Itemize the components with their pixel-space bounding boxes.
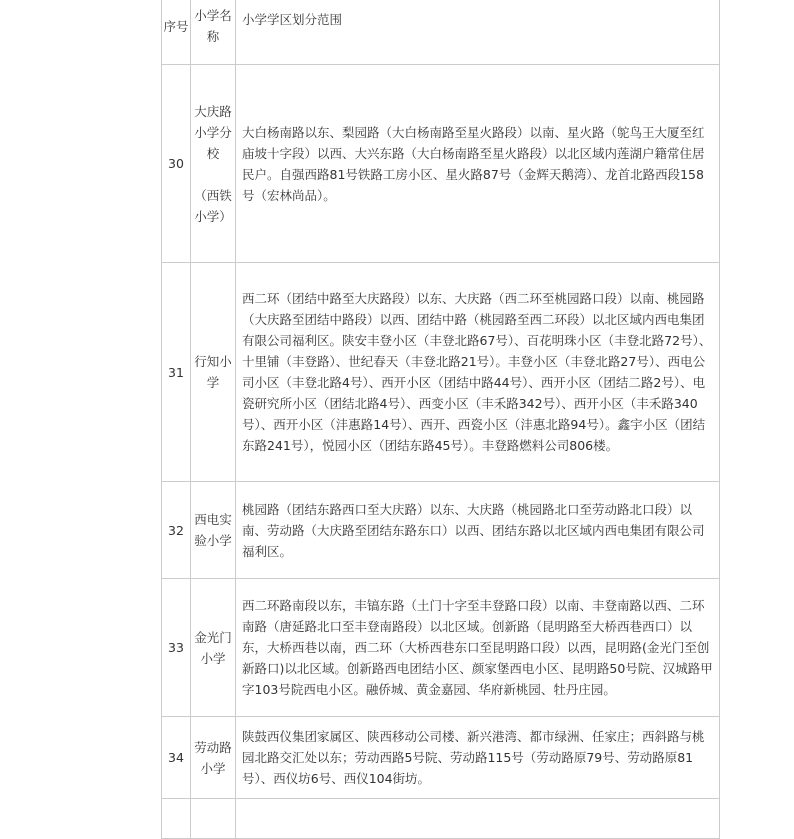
table-row bbox=[162, 579, 720, 717]
header-district-range: 小学学区划分范围 bbox=[236, 0, 720, 65]
row-school-name: 行知小学 bbox=[191, 263, 236, 482]
row-serial-number: 30 bbox=[162, 65, 191, 263]
row-district-range: 西二环（团结中路至大庆路段）以东、大庆路（西二环至桃园路口段）以南、桃园路（大庆路至团结中路段）以西、团结中路（桃园路至西二环段）以北区域内西电集团有限公司福利区。陕安丰登小区（丰登北路67号）、百花明珠小区（丰登北路72号）、十里铺（丰登路）、世纪春天（丰登北路21号）。丰登小区（丰登北路27号）、西电公司小区（丰登北路4号）、西开小区（团结中路44号）、西开小区（团结二路2号）、电瓷研究所小区（团结北路4号）、西变小区（丰禾路342号）、西开小区（丰禾路340号）、西开小区（沣惠路14号）、西开、西瓷小区（沣惠北路94号）。鑫宇小区（团结东路241号），悦园小区（团结东路45号）。丰登路燃料公司806楼。 bbox=[236, 263, 720, 482]
row-district-range: 桃园路（团结东路西口至大庆路）以东、大庆路（桃园路北口至劳动路北口段）以南、劳动路（大庆路至团结东路东口）以西、团结东路以北区域内西电集团有限公司福利区。 bbox=[236, 482, 720, 579]
school-district-table bbox=[161, 0, 720, 839]
header-serial-number: 序号 bbox=[162, 0, 191, 65]
table-row bbox=[162, 717, 720, 799]
header-school-name: 小学名称 bbox=[191, 0, 236, 65]
table-row bbox=[162, 263, 720, 482]
row-district-range: 陕鼓西仪集团家属区、陕西移动公司楼、新兴港湾、都市绿洲、任家庄；西斜路与桃园北路交汇处以东；劳动西路5号院、劳动路115号（劳动路原79号、劳动路原81号）、西仪坊6号、西仪104街坊。 bbox=[236, 717, 720, 799]
table-header-row bbox=[162, 0, 720, 65]
row-school-name bbox=[191, 65, 236, 263]
row-serial-number: 32 bbox=[162, 482, 191, 579]
school-name-main: 大庆路小学分校 bbox=[194, 103, 232, 161]
school-name-spacer bbox=[193, 164, 233, 185]
table-row bbox=[162, 482, 720, 579]
school-district-table-container bbox=[161, 0, 720, 839]
row-school-name: 金光门小学 bbox=[191, 579, 236, 717]
row-serial-number: 33 bbox=[162, 579, 191, 717]
school-name-alias: （西铁小学） bbox=[194, 187, 232, 224]
row-serial-number: 34 bbox=[162, 717, 191, 799]
row-serial-number: 31 bbox=[162, 263, 191, 482]
row-district-range: 西二环路南段以东，丰镐东路（土门十字至丰登路口段）以南、丰登南路以西、二环南路（唐延路北口至丰登南路段）以北区域。创新路（昆明路至大桥西巷西口）以东，大桥西巷以南，西二环（大桥西巷东口至昆明路口段）以西，昆明路(金光门至创新路口)以北区域。创新路西电团结小区、颜家堡西电小区、昆明路50号院、汉城路甲字103号院西电小区。融侨城、黄金嘉园、华府新桃园、牡丹庄园。 bbox=[236, 579, 720, 717]
row-school-name: 西电实验小学 bbox=[191, 482, 236, 579]
row-school-name: 劳动路小学 bbox=[191, 717, 236, 799]
table-row bbox=[162, 65, 720, 263]
row-district-range: 大白杨南路以东、梨园路（大白杨南路至星火路段）以南、星火路（鸵鸟王大厦至红庙坡十字段）以西、大兴东路（大白杨南路至星火路段）以北区域内莲湖户籍常住居民户。自强西路81号铁路工房小区、星火路87号（金辉天鹅湾）、龙首北路西段158号（宏林尚品）。 bbox=[236, 65, 720, 263]
